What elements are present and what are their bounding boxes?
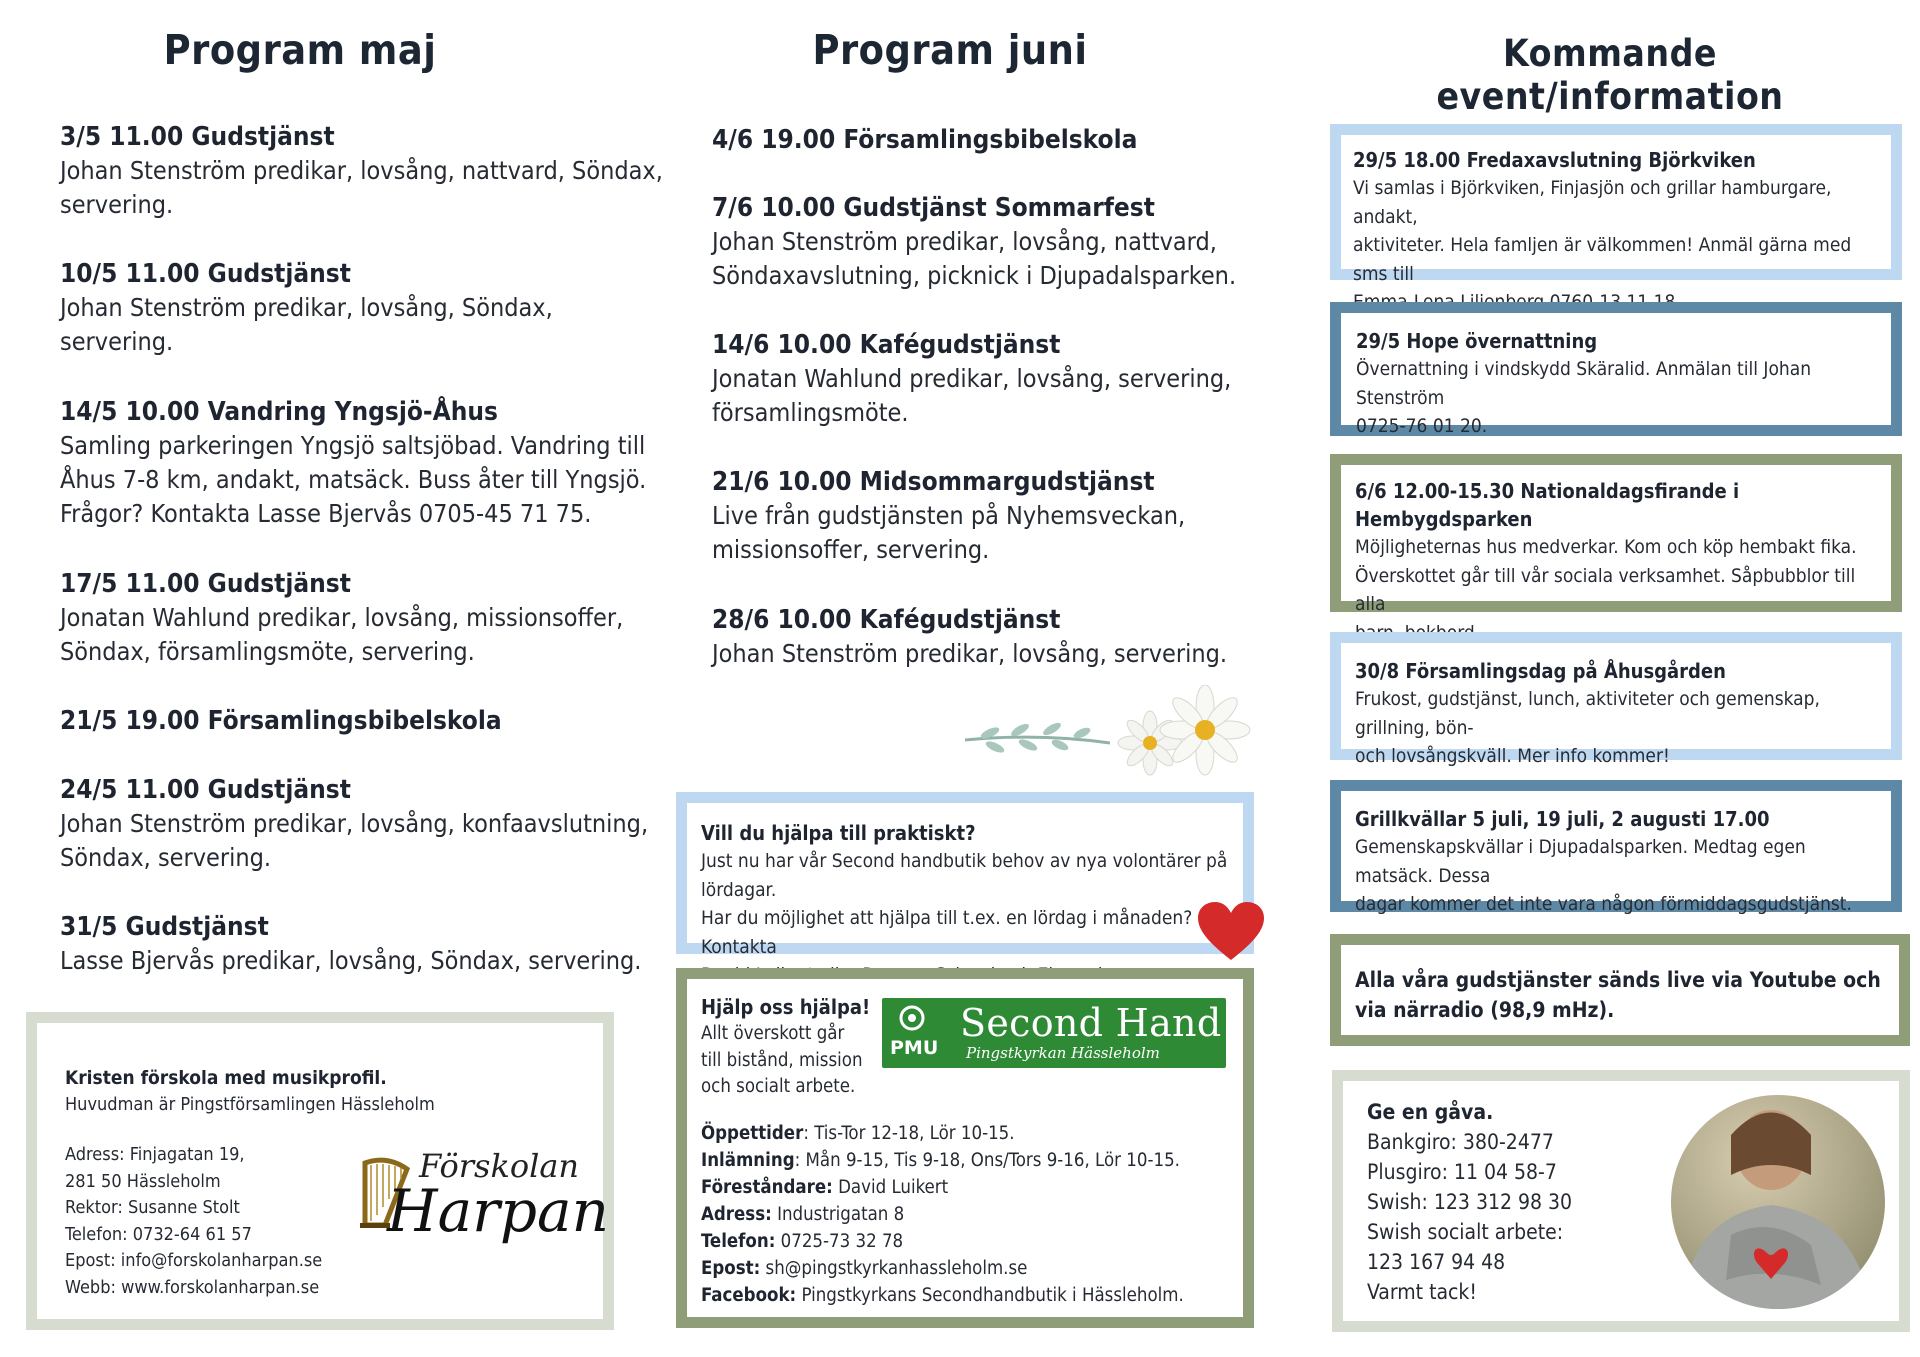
preschool-title: Kristen förskola med musikprofil.: [65, 1067, 387, 1089]
gift-line: Swish: 123 312 98 30: [1367, 1190, 1573, 1214]
box-text: aktiviteter. Hela famljen är välkommen! Anmäl gärna med sms till: [1353, 234, 1852, 285]
event-title: 28/6 10.00 Kafégudstjänst: [712, 605, 1061, 635]
info-row: Adress: Industrigatan 8: [701, 1204, 905, 1225]
info-row: Telefon: 0725-73 32 78: [701, 1231, 904, 1252]
event-desc: Johan Stenström predikar, lovsång, konfaavslutning,: [60, 809, 649, 838]
gift-line: Varmt tack!: [1367, 1280, 1477, 1304]
event-desc: församlingsmöte.: [712, 398, 909, 427]
event-desc: Åhus 7-8 km, andakt, matsäck. Buss åter till Yngsjö.: [60, 465, 647, 494]
box-text: 0725-76 01 20.: [1356, 415, 1488, 437]
preschool-line: Telefon: 0732-64 61 57: [65, 1223, 252, 1245]
live-broadcast-box: [1330, 934, 1910, 1046]
june-event: [712, 465, 1185, 567]
box-text: Överskottet går till vår sociala verksamhet. Såpbubblor till alla: [1355, 564, 1856, 615]
event-title: 14/6 10.00 Kafégudstjänst: [712, 330, 1061, 360]
may-event: [60, 120, 663, 222]
gift-box: [1332, 1070, 1910, 1332]
event-desc: missionsoffer, servering.: [712, 535, 990, 564]
second-hand-logo: [882, 998, 1226, 1068]
preschool-logo: [357, 1147, 609, 1277]
live-text: via närradio (98,9 mHz).: [1355, 998, 1615, 1022]
june-title: Program juni: [812, 26, 1088, 74]
upcoming-box-fredax: [1330, 124, 1902, 285]
preschool-line: Rektor: Susanne Stolt: [65, 1197, 240, 1218]
preschool-subtitle: Huvudman är Pingstförsamlingen Hässleholm: [65, 1094, 435, 1115]
second-hand-text: och socialt arbete.: [701, 1076, 856, 1097]
event-desc: Söndax, församlingsmöte, servering.: [60, 637, 475, 666]
info-row: Facebook: Pingstkyrkans Secondhandbutik i Hässleholm.: [701, 1285, 1184, 1306]
june-event: [712, 328, 1231, 430]
box-title: 29/5 18.00 Fredaxavslutning Björkviken: [1353, 148, 1756, 172]
event-title: 4/6 19.00 Församlingsbibelskola: [712, 125, 1138, 155]
gift-line: 123 167 94 48: [1367, 1250, 1506, 1274]
gift-title: Ge en gåva.: [1367, 1100, 1494, 1124]
volunteer-box: [676, 792, 1254, 958]
upcoming-box-nationaldag: [1330, 454, 1902, 615]
info-row: Inlämning: Mån 9-15, Tis 9-18, Ons/Tors 9-16, Lör 10-15.: [701, 1150, 1180, 1171]
event-title: 3/5 11.00 Gudstjänst: [60, 122, 335, 152]
event-desc: Lasse Bjervås predikar, lovsång, Söndax, servering.: [60, 946, 642, 975]
upcoming-box-hope: [1330, 302, 1902, 436]
box-text: Övernattning i vindskydd Skäralid. Anmälan till Johan Stenström: [1356, 358, 1812, 409]
volunteer-text: Har du möjlighet att hjälpa till t.ex. en lördag i månaden? Kontakta: [701, 907, 1193, 958]
event-desc: Live från gudstjänsten på Nyhemsveckan,: [712, 501, 1186, 530]
logo-line-1: Förskolan: [419, 1147, 580, 1185]
logo-title: Second Hand: [960, 1001, 1222, 1045]
event-desc: Söndax, servering.: [60, 843, 272, 872]
second-hand-text: Allt överskott går: [701, 1023, 845, 1044]
box-title: 29/5 Hope övernattning: [1356, 329, 1598, 353]
preschool-line: Epost: info@forskolanharpan.se: [65, 1250, 323, 1271]
event-desc: servering.: [60, 327, 174, 356]
event-title: 21/6 10.00 Midsommargudstjänst: [712, 467, 1155, 497]
event-desc: Jonatan Wahlund predikar, lovsång, missionsoffer,: [60, 603, 624, 632]
svg-text:PMU: PMU: [890, 1037, 938, 1059]
event-desc: Johan Stenström predikar, lovsång, nattvard, Söndax,: [60, 156, 663, 185]
info-row: Föreståndare: David Luikert: [701, 1177, 949, 1198]
event-title: 31/5 Gudstjänst: [60, 912, 269, 942]
event-desc: Samling parkeringen Yngsjö saltsjöbad. Vandring till: [60, 431, 646, 460]
upcoming-title: Kommande event/information: [1436, 32, 1784, 118]
second-hand-title: Hjälp oss hjälpa!: [701, 995, 871, 1019]
volunteer-text: Just nu har vår Second handbutik behov av nya volontärer på lördagar.: [701, 850, 1228, 901]
second-hand-text: till bistånd, mission: [701, 1049, 863, 1071]
box-text: dagar kommer det inte vara någon förmiddagsgudstjänst.: [1355, 893, 1852, 915]
daisy-flowers-icon: [960, 685, 1260, 785]
person-with-heart-photo: [1671, 1095, 1885, 1309]
event-title: 24/5 11.00 Gudstjänst: [60, 775, 351, 805]
may-event: [60, 567, 623, 669]
event-desc: Johan Stenström predikar, lovsång, nattvard,: [712, 227, 1217, 256]
upcoming-box-forsamlingsdag: [1330, 632, 1902, 767]
pmu-logo-icon: [890, 1004, 938, 1060]
preschool-line: 281 50 Hässleholm: [65, 1170, 221, 1192]
box-text: Vi samlas i Björkviken, Finjasjön och grillar hamburgare, andakt,: [1353, 177, 1832, 228]
second-hand-info: [701, 1120, 1184, 1309]
may-event: [60, 910, 641, 978]
may-event: [60, 395, 646, 531]
may-event: [60, 704, 502, 738]
box-text: och lovsångskväll. Mer info kommer!: [1355, 745, 1670, 767]
box-text: Gemenskapskvällar i Djupadalsparken. Medtag egen matsäck. Dessa: [1355, 836, 1806, 887]
gift-line: Plusgiro: 11 04 58-7: [1367, 1160, 1557, 1184]
box-title: 6/6 12.00-15.30 Nationaldagsfirande i Hembygdsparken: [1355, 479, 1740, 531]
event-desc: Johan Stenström predikar, lovsång, Söndax,: [60, 293, 553, 322]
upcoming-box-grillkvallar: [1330, 780, 1902, 915]
second-hand-box: [676, 968, 1254, 1328]
box-title: Grillkvällar 5 juli, 19 juli, 2 augusti 17.00: [1355, 807, 1770, 831]
may-event: [60, 257, 553, 359]
logo-subtitle: Pingstkyrkan Hässleholm: [966, 1044, 1160, 1062]
june-event: [712, 603, 1227, 671]
gift-line: Bankgiro: 380-2477: [1367, 1130, 1554, 1154]
event-title: 21/5 19.00 Församlingsbibelskola: [60, 706, 502, 736]
june-event: [712, 191, 1236, 293]
box-title: 30/8 Församlingsdag på Åhusgården: [1355, 659, 1726, 683]
event-desc: Frågor? Kontakta Lasse Bjervås 0705-45 71 75.: [60, 499, 592, 528]
logo-line-2: Harpan: [387, 1177, 609, 1245]
event-desc: Johan Stenström predikar, lovsång, servering.: [712, 639, 1228, 668]
may-event: [60, 773, 648, 875]
info-row: Öppettider: Tis-Tor 12-18, Lör 10-15.: [701, 1123, 1015, 1144]
gift-line: Swish socialt arbete:: [1367, 1220, 1564, 1244]
may-title: Program maj: [163, 26, 437, 74]
event-title: 10/5 11.00 Gudstjänst: [60, 259, 351, 289]
event-desc: servering.: [60, 190, 174, 219]
preschool-line: Adress: Finjagatan 19,: [65, 1144, 245, 1165]
event-desc: Söndaxavslutning, picknick i Djupadalsparken.: [712, 261, 1237, 290]
event-title: 14/5 10.00 Vandring Yngsjö-Åhus: [60, 397, 498, 427]
box-text: Frukost, gudstjänst, lunch, aktiviteter och gemenskap, grillning, bön-: [1355, 688, 1820, 739]
event-desc: Jonatan Wahlund predikar, lovsång, servering,: [712, 364, 1232, 393]
event-title: 7/6 10.00 Gudstjänst Sommarfest: [712, 193, 1155, 223]
box-text: Möjligheternas hus medverkar. Kom och köp hembakt fika.: [1355, 536, 1857, 558]
preschool-line: Webb: www.forskolanharpan.se: [65, 1276, 320, 1298]
event-title: 17/5 11.00 Gudstjänst: [60, 569, 351, 599]
june-event: [712, 123, 1137, 157]
preschool-box: [26, 1012, 614, 1330]
info-row: Epost: sh@pingstkyrkanhassleholm.se: [701, 1258, 1028, 1279]
heart-icon: [1198, 902, 1264, 964]
volunteer-title: Vill du hjälpa till praktiskt?: [701, 821, 976, 845]
live-text: Alla våra gudstjänster sänds live via Youtube och: [1355, 968, 1881, 992]
